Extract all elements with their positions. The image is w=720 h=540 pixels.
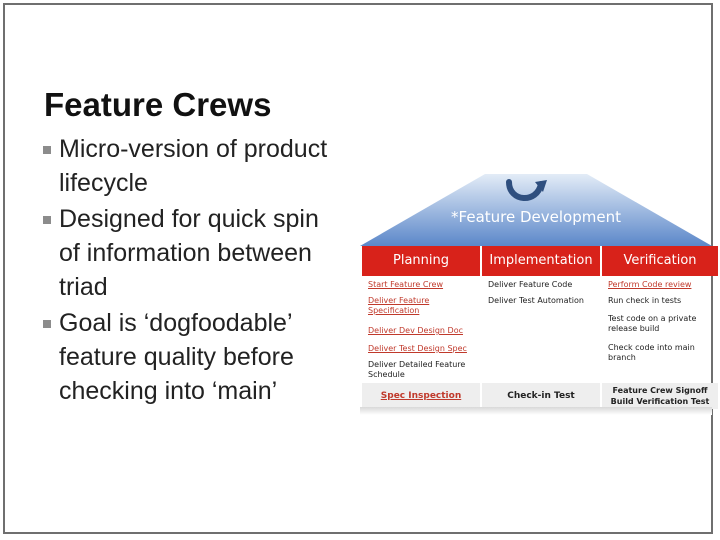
slide-title: Feature Crews — [44, 86, 272, 123]
verification-item: Run check in tests — [608, 296, 682, 305]
planning-item[interactable]: Deliver Feature Specification — [368, 296, 430, 315]
bullet-square-icon — [43, 146, 51, 154]
verification-item: Check code into main branch — [608, 343, 695, 362]
feature-development-diagram — [356, 172, 720, 412]
bullet-text: Micro-version of product lifecycle — [59, 135, 328, 197]
bullet-list — [38, 132, 338, 410]
roof-label: *Feature Development — [451, 208, 621, 226]
bullet-text: Goal is ‘dogfoodable’ feature quality before checking into ‘main’ — [59, 309, 294, 405]
header-implementation: Implementation — [482, 246, 600, 276]
footer-verification — [602, 383, 718, 409]
verification-item[interactable]: Perform Code review — [608, 280, 692, 289]
footer-signoff-text: Feature Crew Signoff — [612, 386, 708, 395]
header-verification: Verification — [602, 246, 718, 276]
implementation-item: Deliver Feature Code — [488, 280, 573, 289]
planning-item[interactable]: Start Feature Crew — [368, 280, 444, 289]
bullet-text: Designed for quick spin of information between triad — [59, 205, 319, 301]
bullet-square-icon — [43, 216, 51, 224]
verification-item: Test code on a private release build — [608, 314, 697, 333]
bullet-item — [38, 132, 338, 200]
planning-item: Deliver Detailed Feature Schedule — [368, 360, 466, 379]
implementation-item: Deliver Test Automation — [488, 296, 584, 305]
footer-spec-inspection[interactable]: Spec Inspection — [362, 383, 480, 409]
footer-check-in-test: Check-in Test — [482, 383, 600, 409]
bullet-square-icon — [43, 320, 51, 328]
planning-item[interactable]: Deliver Dev Design Doc — [368, 326, 463, 335]
bullet-item — [38, 306, 338, 408]
bullet-item — [38, 202, 338, 304]
header-planning: Planning — [362, 246, 480, 276]
planning-item[interactable]: Deliver Test Design Spec — [368, 344, 467, 353]
diagram-shadow — [360, 407, 712, 415]
cycle-arrow-icon — [501, 176, 551, 208]
footer-bvt-text: Build Verification Test — [610, 397, 710, 406]
